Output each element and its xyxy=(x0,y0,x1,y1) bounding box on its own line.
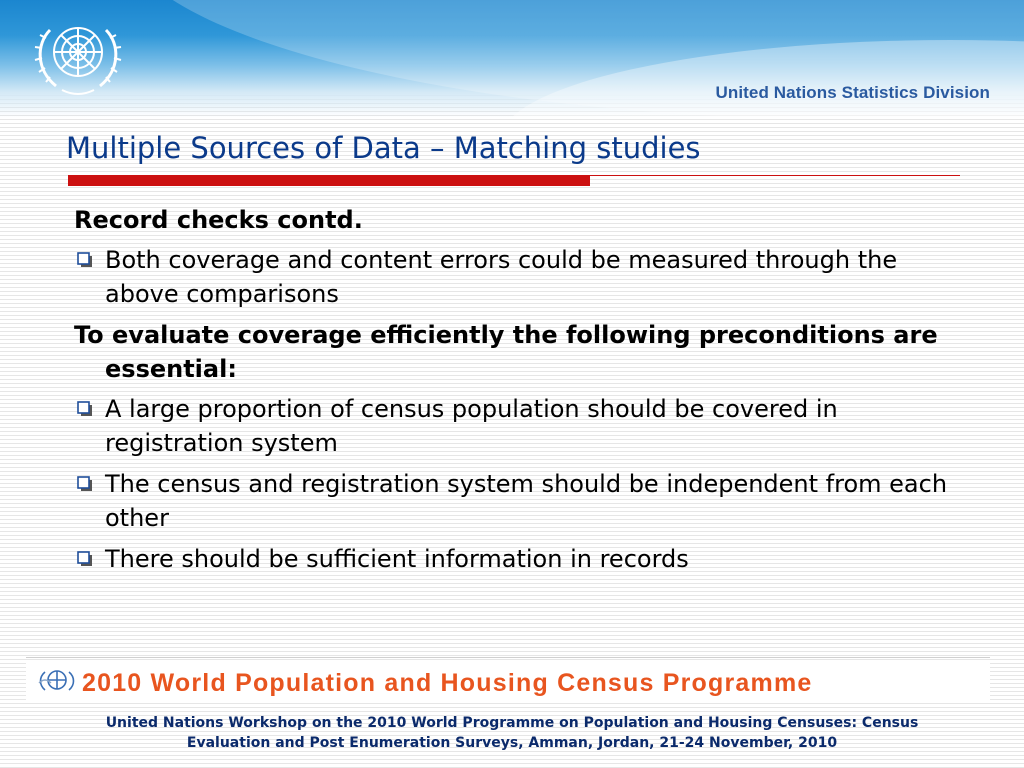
checkbox-bullet-icon xyxy=(77,476,93,492)
section-heading: To evaluate coverage efficiently the following preconditions are essential: xyxy=(74,321,938,383)
checkbox-bullet-icon xyxy=(77,252,93,268)
slide-header xyxy=(0,0,1024,118)
list-item-text: A large proportion of census population should be covered in registration system xyxy=(105,395,838,457)
census-globe-icon xyxy=(36,667,78,693)
footnote-line: United Nations Workshop on the 2010 World Programme on Population and Housing Censuses: Census xyxy=(105,715,919,731)
workshop-footnote xyxy=(0,713,1024,753)
footnote-line: Evaluation and Post Enumeration Surveys, Amman, Jordan, 21-24 November, 2010 xyxy=(186,735,838,751)
list-item xyxy=(74,243,964,311)
organization-name: United Nations Statistics Division xyxy=(715,83,990,102)
list-item xyxy=(74,542,964,576)
title-underline-rule xyxy=(590,175,960,176)
title-underline-accent xyxy=(68,175,590,186)
checkbox-bullet-icon xyxy=(77,401,93,417)
section-heading: Record checks contd. xyxy=(74,206,363,234)
footer-rule xyxy=(26,657,990,658)
list-item xyxy=(74,467,964,535)
list-item-text: There should be sufficient information in records xyxy=(105,545,689,573)
list-item-text: The census and registration system should be independent from each other xyxy=(105,470,948,532)
un-emblem-icon xyxy=(22,8,134,104)
checkbox-bullet-icon xyxy=(77,551,93,567)
slide-title: Multiple Sources of Data – Matching studies xyxy=(66,131,701,165)
programme-title: 2010 World Population and Housing Census Programme xyxy=(82,669,813,697)
list-item-text: Both coverage and content errors could be measured through the above comparisons xyxy=(105,246,898,308)
slide-body xyxy=(74,203,964,583)
list-item xyxy=(74,392,964,460)
